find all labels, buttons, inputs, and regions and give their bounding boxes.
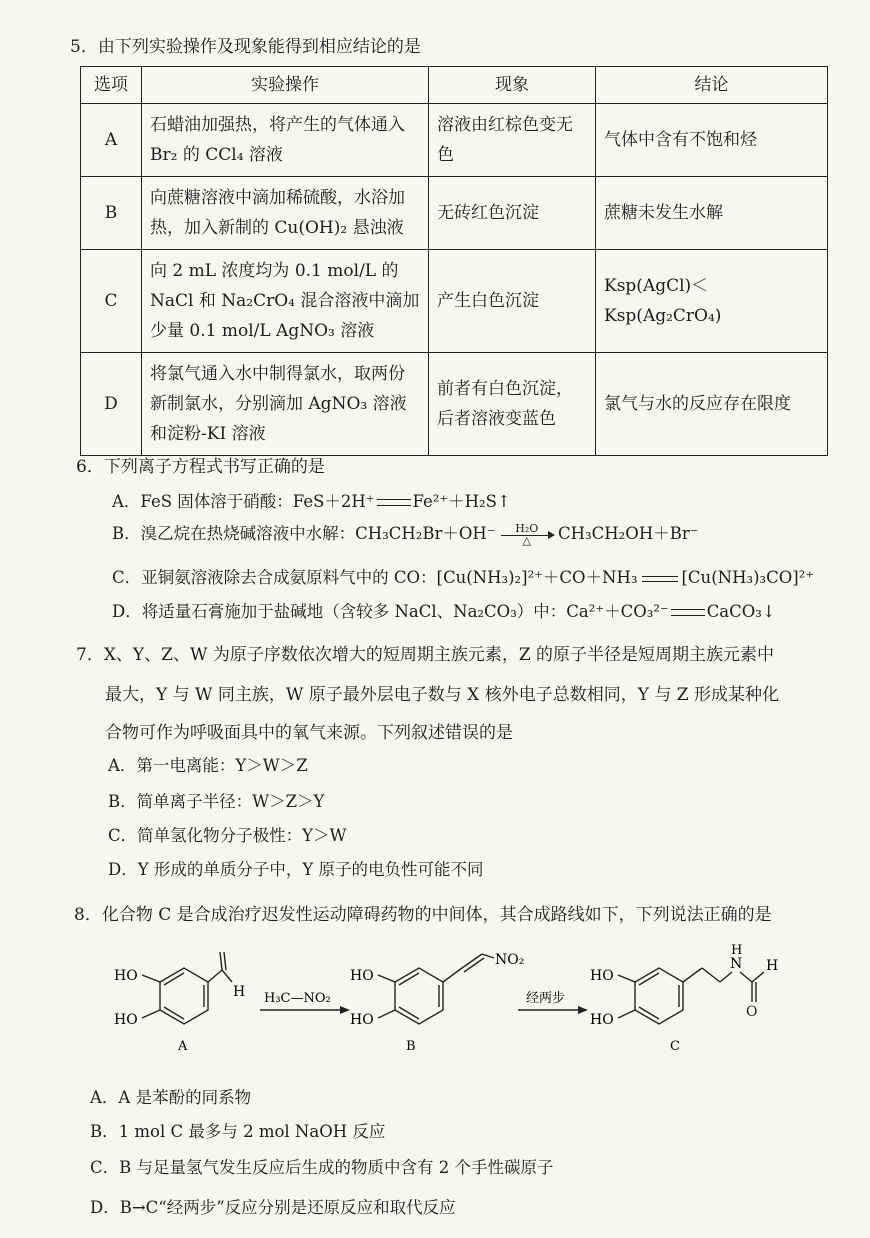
row-conclusion: 氯气与水的反应存在限度 (596, 353, 828, 456)
header-operation: 实验操作 (142, 67, 429, 104)
arrow-shaft (501, 535, 553, 536)
row-conclusion: Ksp(AgCl)＜Ksp(Ag₂CrO₄) (596, 250, 828, 353)
ring-double-bond (164, 973, 184, 985)
header-phenomenon: 现象 (429, 67, 596, 104)
arrow-1-head (340, 1006, 350, 1014)
q7-line-1: 7．X、Y、Z、W 为原子序数依次增大的短周期主族元素，Z 的原子半径是短周期主族元素中 (76, 645, 775, 665)
benzene-ring-b (395, 968, 443, 1024)
q6-d-left: D．将适量石膏施加于盐碱地（含较多 NaCl、Na₂CO₃）中：Ca²⁺＋CO₃²⁻ (112, 602, 669, 621)
q6-option-b (112, 520, 698, 546)
c-formyl-h: H (766, 958, 779, 974)
q6-option-d (112, 598, 776, 622)
row-operation: 将氯气通入水中制得氯水，取两份新制氯水，分别滴加 AgNO₃ 溶液和淀粉-KI 溶液 (142, 353, 429, 456)
label-a: A (178, 1039, 188, 1054)
b-nitro-group: NO₂ (495, 952, 525, 968)
q5-title: 5．由下列实验操作及现象能得到相应结论的是 (70, 37, 421, 57)
row-option: D (81, 353, 142, 456)
benzene-ring-c (635, 968, 683, 1024)
reagent-label: H₃C—NO₂ (264, 991, 331, 1006)
q6-b-right: CH₃CH₂OH＋Br⁻ (558, 524, 699, 543)
arrow-top-label: H₂O (515, 522, 539, 535)
b-ho-bottom: HO (350, 1012, 374, 1028)
arrow-bottom-label: △ (522, 534, 532, 547)
compound-c-structure (618, 968, 764, 1024)
aldehyde-co-bond (220, 952, 222, 970)
label-c: C (670, 1039, 680, 1054)
a-ho-bottom: HO (114, 1012, 138, 1028)
row-option: C (81, 250, 142, 353)
aldehyde-bond (208, 970, 222, 982)
c-amide-h: H (731, 943, 743, 958)
table-row (81, 177, 828, 250)
q6-c-left: C．亚铜氨溶液除去合成氨原料气中的 CO：[Cu(NH₃)₂]²⁺＋CO＋NH₃ (112, 568, 638, 587)
q7-option-c: C．简单氢化物分子极性：Y＞W (108, 826, 347, 845)
equilibrium-arrow-icon (642, 575, 678, 583)
row-option: B (81, 177, 142, 250)
row-phenomenon: 前者有白色沉淀，后者溶液变蓝色 (429, 353, 596, 456)
label-b: B (406, 1039, 416, 1054)
equals-sign-icon (377, 499, 411, 506)
q6-d-right: CaCO₃↓ (706, 602, 776, 621)
a-aldehyde-h: H (233, 984, 246, 1000)
row-operation: 向蔗糖溶液中滴加稀硫酸，水浴加热，加入新制的 Cu(OH)₂ 悬浊液 (142, 177, 429, 250)
row-conclusion: 气体中含有不饱和烃 (596, 104, 828, 177)
compound-b-structure (378, 954, 494, 1024)
header-conclusion: 结论 (596, 67, 828, 104)
c-ho-bottom: HO (590, 1012, 614, 1028)
table-header-row (81, 67, 828, 104)
ho-bond (142, 975, 160, 982)
table-row (81, 353, 828, 456)
q8-option-a: A．A 是苯酚的同系物 (90, 1088, 252, 1107)
q7-option-b: B．简单离子半径：W＞Z＞Y (108, 792, 325, 811)
q7-option-a: A．第一电离能：Y＞W＞Z (108, 756, 308, 775)
row-operation: 石蜡油加强热，将产生的气体通入 Br₂ 的 CCl₄ 溶液 (142, 104, 429, 177)
step-label: 经两步 (526, 991, 566, 1006)
experiment-table (80, 66, 828, 456)
row-operation: 向 2 mL 浓度均为 0.1 mol/L 的 NaCl 和 Na₂CrO₄ 混合溶液中滴加少量 0.1 mol/L AgNO₃ 溶液 (142, 250, 429, 353)
q6-option-c (112, 564, 814, 588)
q6-a-left: A．FeS 固体溶于硝酸：FeS＋2H⁺ (112, 492, 375, 511)
b-ho-top: HO (350, 968, 374, 984)
q6-option-a (112, 488, 511, 512)
q6-c-right: [Cu(NH₃)₃CO]²⁺ (681, 568, 815, 587)
q6-b-left: B．溴乙烷在热烧碱溶液中水解：CH₃CH₂Br＋OH⁻ (112, 524, 496, 543)
compound-a-structure (142, 952, 232, 1024)
q6-a-right: Fe²⁺＋H₂S↑ (412, 492, 511, 511)
q6-title: 6．下列离子方程式书写正确的是 (76, 457, 325, 477)
q8-option-d: D．B→C“经两步”反应分别是还原反应和取代反应 (90, 1198, 456, 1217)
c-nitrogen: N (730, 956, 743, 972)
row-phenomenon: 产生白色沉淀 (429, 250, 596, 353)
c-ho-top: HO (590, 968, 614, 984)
synthesis-scheme (100, 940, 800, 1075)
arrow-2-head (578, 1006, 588, 1014)
q8-title: 8．化合物 C 是合成治疗迟发性运动障碍药物的中间体，其合成路线如下，下列说法正确的是 (74, 905, 772, 925)
ho-bond (142, 1010, 160, 1018)
q8-option-b: B．1 mol C 最多与 2 mol NaOH 反应 (90, 1122, 386, 1141)
aldehyde-h-bond (222, 970, 232, 982)
row-conclusion: 蔗糖未发生水解 (596, 177, 828, 250)
header-option: 选项 (81, 67, 142, 104)
row-phenomenon: 溶液由红棕色变无色 (429, 104, 596, 177)
reaction-arrow-icon (501, 523, 553, 546)
ring-double-bond (164, 1007, 184, 1019)
benzene-ring-a (160, 968, 208, 1024)
table-row (81, 104, 828, 177)
q7-line-3: 合物可作为呼吸面具中的氧气来源。下列叙述错误的是 (105, 723, 513, 743)
aldehyde-co-bond (224, 952, 226, 970)
q7-option-d: D．Y 形成的单质分子中，Y 原子的电负性可能不同 (108, 860, 484, 879)
q8-option-c: C．B 与足量氢气发生反应后生成的物质中含有 2 个手性碳原子 (90, 1158, 554, 1177)
equals-sign-icon (671, 609, 705, 616)
c-carbonyl-o: O (746, 1004, 758, 1020)
q7-line-2: 最大，Y 与 W 同主族，W 原子最外层电子数与 X 核外电子总数相同，Y 与 Z 形成某种化 (105, 685, 779, 705)
row-option: A (81, 104, 142, 177)
row-phenomenon: 无砖红色沉淀 (429, 177, 596, 250)
a-ho-top: HO (114, 968, 138, 984)
table-row (81, 250, 828, 353)
